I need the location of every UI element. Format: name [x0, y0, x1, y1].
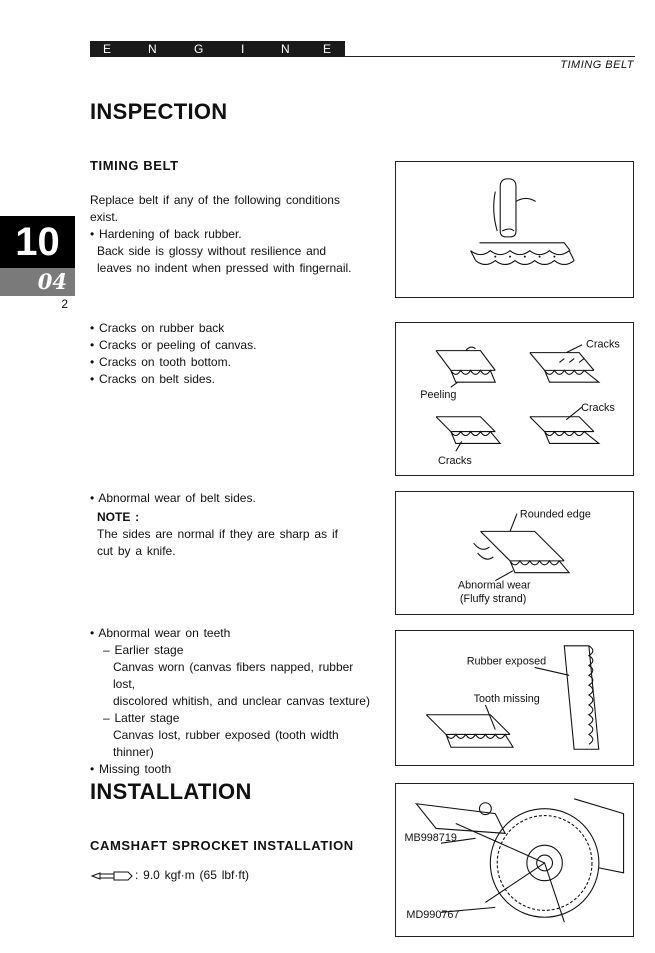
text-line: – Latter stage [103, 711, 180, 725]
torque-wrench-icon [90, 869, 134, 883]
header-letter: E [103, 42, 112, 56]
text-line: discolored whitish, and unclear canvas texture) [113, 694, 370, 708]
text-line: Canvas worn (canvas fibers napped, rubber lost, [113, 660, 354, 691]
figure-camshaft-sprocket [395, 783, 634, 937]
header-letter: E [323, 42, 332, 56]
header-rule [345, 56, 635, 57]
camshaft-subheading: CAMSHAFT SPROCKET INSTALLATION [90, 838, 354, 853]
note-label: NOTE : [97, 510, 140, 524]
text-line: cut by a knife. [97, 544, 176, 558]
torque-value: : 9.0 kgf·m (65 lbf·ft) [135, 868, 250, 882]
header-letter: N [281, 42, 290, 56]
label-rubber-exposed: Rubber exposed [466, 655, 547, 668]
label-cracks-mid: Cracks [581, 401, 615, 414]
label-cracks-top: Cracks [586, 338, 620, 351]
label-cracks-bottom: Cracks [438, 455, 472, 468]
label-tooth-missing: Tooth missing [473, 692, 540, 705]
timing-belt-subheading: TIMING BELT [90, 158, 179, 173]
sub-chapter-number: 04 [0, 268, 75, 296]
label-tool-md990767: MD990767 [406, 909, 460, 922]
block-hardening [90, 192, 362, 277]
figure-cracks [395, 322, 634, 476]
block-cracks [90, 320, 370, 388]
section-title: TIMING BELT [560, 59, 634, 71]
text-line: Back side is glossy without resilience and [97, 244, 327, 258]
installation-heading: INSTALLATION [90, 779, 252, 804]
list-item: • Cracks on rubber back [90, 321, 225, 335]
figure-hardening [395, 161, 634, 298]
text-line: – Earlier stage [103, 643, 184, 657]
text-line: The sides are normal if they are sharp as if [97, 527, 338, 541]
list-item: • Cracks or peeling of canvas. [90, 338, 257, 352]
text-line: exist. [90, 210, 119, 224]
label-tool-mb998719: MB998719 [404, 832, 457, 845]
text-line: • Hardening of back rubber. [90, 227, 242, 241]
header-letter: N [148, 42, 157, 56]
label-peeling: Peeling [420, 389, 457, 402]
page-number: 2 [61, 297, 68, 311]
header-letter: I [241, 42, 245, 56]
text-line: leaves no indent when pressed with fingernail. [97, 261, 352, 275]
figure-teeth-wear [395, 630, 634, 766]
list-item: • Missing tooth [90, 762, 172, 776]
block-teeth-wear [90, 625, 380, 778]
inspection-heading: INSPECTION [90, 99, 228, 124]
text-line: Replace belt if any of the following conditions [90, 193, 340, 207]
label-abnormal-wear: Abnormal wear [457, 579, 531, 592]
block-side-wear [90, 490, 362, 560]
label-rounded-edge: Rounded edge [519, 508, 591, 521]
figure-side-wear [395, 491, 634, 615]
list-item: • Abnormal wear on teeth [90, 626, 231, 640]
chapter-number: 10 [0, 216, 75, 268]
list-item: • Cracks on belt sides. [90, 372, 215, 386]
header-bar [90, 41, 345, 57]
header-letter: G [194, 42, 204, 56]
list-item: • Cracks on tooth bottom. [90, 355, 231, 369]
list-item: • Abnormal wear of belt sides. [90, 491, 256, 505]
text-line: Canvas lost, rubber exposed (tooth width thinner) [113, 728, 339, 759]
label-fluffy-strand: (Fluffy strand) [459, 593, 527, 606]
